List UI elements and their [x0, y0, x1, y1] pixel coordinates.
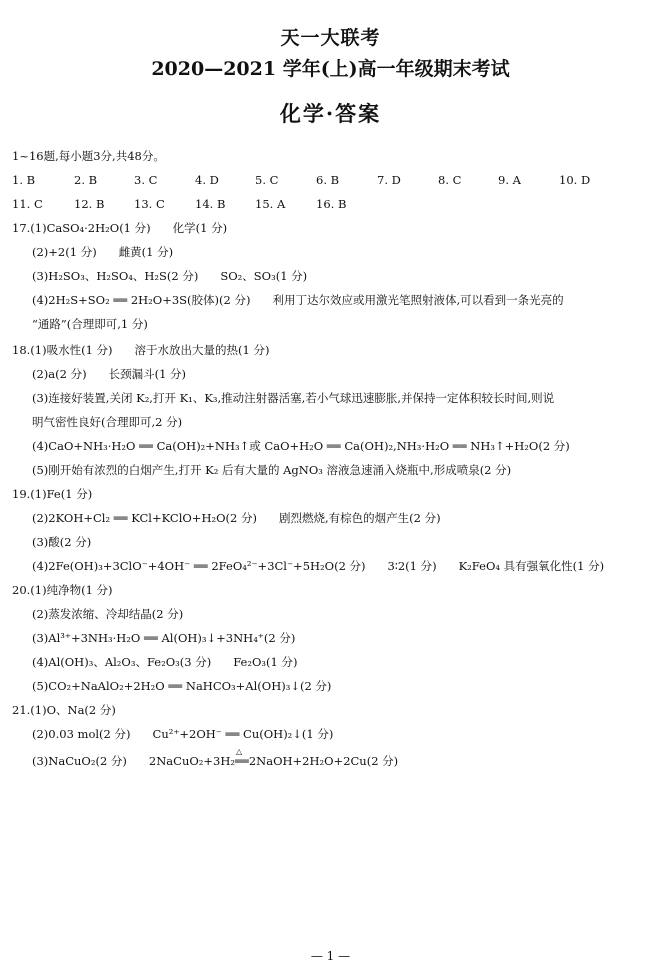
answer-text: 雌黄(1 分)	[118, 245, 174, 259]
q21-part-1: 21.(1)O、Na(2 分)	[12, 703, 116, 717]
answer-text: 17.(1)CaSO₄·2H₂O(1 分)	[12, 221, 151, 235]
organizer-title: 天一大联考	[280, 27, 381, 49]
answer-text: 溶于水放出大量的热(1 分)	[134, 343, 270, 357]
mc-answer: 10. D	[559, 173, 591, 187]
mc-answers-row-2	[12, 196, 652, 213]
mc-answer: 4. D	[195, 173, 219, 187]
answer-text: 3∶2(1 分)	[387, 559, 437, 573]
q21-part-2	[12, 726, 652, 743]
mc-answer: 12. B	[74, 197, 105, 211]
heating-equals-sign	[234, 747, 249, 770]
equation-left: 2NaCuO₂+3H₂	[148, 754, 235, 768]
answer-text: (2)2KOH+Cl₂ ══ KCl+KClO+H₂O(2 分)	[32, 511, 257, 525]
mc-answer: 14. B	[195, 197, 226, 211]
exam-title: 2020—2021 学年(上)高一年级期末考试	[151, 58, 510, 80]
answer-text: Fe₂O₃(1 分)	[233, 655, 298, 669]
document-header	[0, 26, 661, 128]
equals-sign: ══	[234, 754, 249, 768]
answer-text: 18.(1)吸水性(1 分)	[12, 343, 113, 357]
answer-text: (4)2H₂S+SO₂ ══ 2H₂O+3S(胶体)(2 分)	[32, 293, 251, 307]
q19-part-1: 19.(1)Fe(1 分)	[12, 487, 93, 501]
answer-text: 利用丁达尔效应或用激光笔照射液体,可以看到一条光亮的	[272, 293, 564, 307]
multiple-choice-intro: 1~16题,每小题3分,共48分。	[12, 149, 165, 163]
q17-part-4	[12, 292, 652, 309]
delta-symbol: △	[235, 747, 243, 756]
mc-answer: 6. B	[316, 173, 340, 187]
q17-part-4-cont: “通路”(合理即可,1 分)	[32, 317, 148, 331]
q19-part-2	[12, 510, 652, 527]
q20-part-5: (5)CO₂+NaAlO₂+2H₂O ══ NaHCO₃+Al(OH)₃↓(2 分)	[32, 679, 332, 693]
q20-part-3: (3)Al³⁺+3NH₃·H₂O ══ Al(OH)₃↓+3NH₄⁺(2 分)	[32, 631, 296, 645]
q18-part-3: (3)连接好装置,关闭 K₂,打开 K₁、K₃,推动注射器活塞,若小气球迅速膨胀,并保持一定体积较长时间,则说	[32, 391, 555, 405]
mc-answer: 5. C	[255, 173, 279, 187]
answer-text: 化学(1 分)	[172, 221, 228, 235]
q17-part-3	[12, 268, 652, 285]
mc-answer: 15. A	[255, 197, 286, 211]
q20-part-2: (2)蒸发浓缩、冷却结晶(2 分)	[32, 607, 184, 621]
answer-text: (3)H₂SO₃、H₂SO₄、H₂S(2 分)	[32, 269, 199, 283]
q20-part-1: 20.(1)纯净物(1 分)	[12, 583, 113, 597]
mc-answer: 13. C	[134, 197, 165, 211]
q17-part-1	[12, 220, 652, 237]
mc-answers-row-1	[12, 172, 652, 189]
q18-part-3-cont: 明气密性良好(合理即可,2 分)	[32, 415, 183, 429]
mc-answer: 1. B	[12, 173, 36, 187]
q19-part-4	[12, 558, 652, 575]
q17-part-2	[12, 244, 652, 261]
answer-text: (3)NaCuO₂(2 分)	[32, 754, 127, 768]
mc-answer: 8. C	[438, 173, 462, 187]
q18-part-2	[12, 366, 652, 383]
answer-text: SO₂、SO₃(1 分)	[220, 269, 308, 283]
answer-text: (4)2Fe(OH)₃+3ClO⁻+4OH⁻ ══ 2FeO₄²⁻+3Cl⁻+5H₂O(2 分)	[32, 559, 366, 573]
answer-text: 长颈漏斗(1 分)	[108, 367, 187, 381]
q18-part-5: (5)刚开始有浓烈的白烟产生,打开 K₂ 后有大量的 AgNO₃ 溶液急速涌入烧瓶中,形成喷泉(2 分)	[32, 463, 512, 477]
answer-content	[12, 148, 652, 770]
mc-answer: 3. C	[134, 173, 158, 187]
q18-part-1	[12, 342, 652, 359]
mc-answer: 2. B	[74, 173, 98, 187]
answer-text: (4)Al(OH)₃、Al₂O₃、Fe₂O₃(3 分)	[32, 655, 212, 669]
mc-answer: 9. A	[498, 173, 521, 187]
page-number: — 1 —	[310, 949, 351, 963]
q19-part-3: (3)酸(2 分)	[32, 535, 92, 549]
equation-right: 2NaOH+2H₂O+2Cu(2 分)	[248, 754, 399, 768]
mc-answer: 11. C	[12, 197, 43, 211]
answer-text: (2)0.03 mol(2 分)	[32, 727, 131, 741]
q21-part-3	[12, 747, 652, 770]
answer-text: (2)+2(1 分)	[32, 245, 97, 259]
answer-text: (2)a(2 分)	[32, 367, 87, 381]
q20-part-4	[12, 654, 652, 671]
answer-text: Cu²⁺+2OH⁻ ══ Cu(OH)₂↓(1 分)	[152, 727, 334, 741]
answer-text: K₂FeO₄ 具有强氧化性(1 分)	[458, 559, 605, 573]
answer-text: 剧烈燃烧,有棕色的烟产生(2 分)	[278, 511, 441, 525]
q18-part-4: (4)CaO+NH₃·H₂O ══ Ca(OH)₂+NH₃↑或 CaO+H₂O ══ Ca(OH)₂,NH₃·H₂O ══ NH₃↑+H₂O(2 分)	[32, 439, 570, 453]
subject-title: 化学·答案	[279, 101, 382, 126]
mc-answer: 16. B	[316, 197, 347, 211]
mc-answer: 7. D	[377, 173, 401, 187]
